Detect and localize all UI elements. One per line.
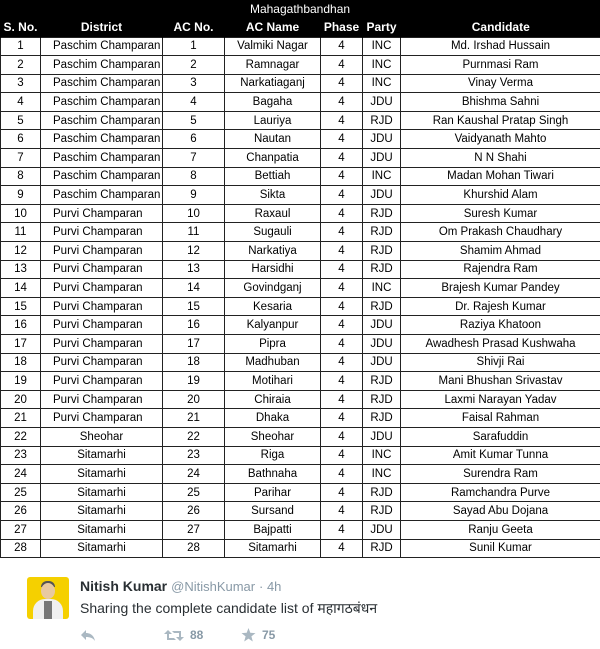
star-icon xyxy=(241,628,256,642)
cell-ac-name: Parihar xyxy=(225,483,321,502)
cell-phase: 4 xyxy=(321,390,363,409)
header-phase: Phase xyxy=(321,18,363,37)
cell-ac-no: 9 xyxy=(163,186,225,205)
cell-ac-name: Madhuban xyxy=(225,353,321,372)
cell-s-no: 17 xyxy=(1,335,41,354)
cell-ac-no: 27 xyxy=(163,520,225,539)
cell-candidate: Md. Irshad Hussain xyxy=(401,37,600,56)
cell-candidate: Sayad Abu Dojana xyxy=(401,502,600,521)
cell-s-no: 12 xyxy=(1,242,41,261)
cell-s-no: 4 xyxy=(1,93,41,112)
cell-candidate: Purnmasi Ram xyxy=(401,56,600,75)
cell-ac-name: Kesaria xyxy=(225,297,321,316)
cell-ac-no: 17 xyxy=(163,335,225,354)
cell-ac-name: Valmiki Nagar xyxy=(225,37,321,56)
cell-s-no: 2 xyxy=(1,56,41,75)
cell-phase: 4 xyxy=(321,242,363,261)
cell-s-no: 21 xyxy=(1,409,41,428)
cell-candidate: Bhishma Sahni xyxy=(401,93,600,112)
cell-candidate: Brajesh Kumar Pandey xyxy=(401,279,600,298)
cell-candidate: Shamim Ahmad xyxy=(401,242,600,261)
table-row xyxy=(1,372,600,391)
cell-party: INC xyxy=(363,465,401,484)
table-row xyxy=(1,297,600,316)
cell-phase: 4 xyxy=(321,335,363,354)
cell-candidate: Faisal Rahman xyxy=(401,409,600,428)
cell-ac-name: Raxaul xyxy=(225,204,321,223)
cell-ac-no: 25 xyxy=(163,483,225,502)
cell-ac-name: Harsidhi xyxy=(225,260,321,279)
cell-s-no: 22 xyxy=(1,427,41,446)
cell-candidate: Ranju Geeta xyxy=(401,520,600,539)
cell-ac-name: Narkatiaganj xyxy=(225,74,321,93)
cell-s-no: 28 xyxy=(1,539,41,558)
cell-phase: 4 xyxy=(321,279,363,298)
cell-district: Sitamarhi xyxy=(41,520,163,539)
cell-candidate: Awadhesh Prasad Kushwaha xyxy=(401,335,600,354)
table-row xyxy=(1,279,600,298)
tweet-header xyxy=(80,578,281,594)
cell-party: JDU xyxy=(363,335,401,354)
reply-button[interactable] xyxy=(80,627,96,643)
cell-phase: 4 xyxy=(321,223,363,242)
cell-candidate: Mani Bhushan Srivastav xyxy=(401,372,600,391)
cell-ac-no: 20 xyxy=(163,390,225,409)
cell-s-no: 25 xyxy=(1,483,41,502)
cell-s-no: 18 xyxy=(1,353,41,372)
cell-party: RJD xyxy=(363,204,401,223)
tweet[interactable] xyxy=(0,560,600,649)
cell-party: JDU xyxy=(363,93,401,112)
cell-ac-no: 14 xyxy=(163,279,225,298)
header-s-no: S. No. xyxy=(1,18,41,37)
table-row xyxy=(1,186,600,205)
table-header-row xyxy=(1,18,600,37)
cell-district: Paschim Champaran xyxy=(41,186,163,205)
cell-district: Purvi Champaran xyxy=(41,204,163,223)
table-row xyxy=(1,204,600,223)
cell-district: Purvi Champaran xyxy=(41,335,163,354)
cell-party: RJD xyxy=(363,539,401,558)
table-row xyxy=(1,56,600,75)
cell-s-no: 7 xyxy=(1,149,41,168)
cell-s-no: 13 xyxy=(1,260,41,279)
cell-ac-no: 24 xyxy=(163,465,225,484)
cell-district: Purvi Champaran xyxy=(41,316,163,335)
cell-district: Purvi Champaran xyxy=(41,223,163,242)
cell-s-no: 11 xyxy=(1,223,41,242)
table-row xyxy=(1,353,600,372)
cell-candidate: Raziya Khatoon xyxy=(401,316,600,335)
cell-candidate: Ran Kaushal Pratap Singh xyxy=(401,111,600,130)
cell-candidate: Sarafuddin xyxy=(401,427,600,446)
retweet-count: 88 xyxy=(190,628,204,642)
cell-party: JDU xyxy=(363,353,401,372)
cell-candidate: Om Prakash Chaudhary xyxy=(401,223,600,242)
tweet-text: Sharing the complete candidate list of महागठबंधन xyxy=(80,600,378,616)
cell-ac-name: Pipra xyxy=(225,335,321,354)
table-row xyxy=(1,446,600,465)
cell-party: JDU xyxy=(363,520,401,539)
cell-phase: 4 xyxy=(321,427,363,446)
cell-candidate: Rajendra Ram xyxy=(401,260,600,279)
cell-ac-name: Nautan xyxy=(225,130,321,149)
tweet-timestamp[interactable]: · 4h xyxy=(259,579,282,594)
cell-district: Purvi Champaran xyxy=(41,242,163,261)
cell-party: RJD xyxy=(363,260,401,279)
cell-phase: 4 xyxy=(321,520,363,539)
cell-ac-no: 8 xyxy=(163,167,225,186)
cell-candidate: Shivji Rai xyxy=(401,353,600,372)
cell-party: RJD xyxy=(363,409,401,428)
table-row xyxy=(1,130,600,149)
cell-phase: 4 xyxy=(321,465,363,484)
cell-ac-no: 19 xyxy=(163,372,225,391)
table-row xyxy=(1,502,600,521)
cell-ac-name: Motihari xyxy=(225,372,321,391)
cell-party: JDU xyxy=(363,186,401,205)
cell-ac-no: 11 xyxy=(163,223,225,242)
cell-ac-name: Sursand xyxy=(225,502,321,521)
cell-ac-no: 3 xyxy=(163,74,225,93)
table-row xyxy=(1,167,600,186)
cell-district: Paschim Champaran xyxy=(41,93,163,112)
cell-ac-name: Sikta xyxy=(225,186,321,205)
table-row xyxy=(1,149,600,168)
cell-district: Paschim Champaran xyxy=(41,37,163,56)
table-row xyxy=(1,37,600,56)
cell-ac-name: Riga xyxy=(225,446,321,465)
cell-s-no: 6 xyxy=(1,130,41,149)
cell-candidate: Sunil Kumar xyxy=(401,539,600,558)
cell-ac-name: Chanpatia xyxy=(225,149,321,168)
cell-s-no: 5 xyxy=(1,111,41,130)
cell-party: INC xyxy=(363,56,401,75)
cell-candidate: Suresh Kumar xyxy=(401,204,600,223)
cell-district: Purvi Champaran xyxy=(41,297,163,316)
cell-party: JDU xyxy=(363,316,401,335)
avatar[interactable] xyxy=(27,577,69,619)
header-party: Party xyxy=(363,18,401,37)
cell-district: Paschim Champaran xyxy=(41,56,163,75)
cell-phase: 4 xyxy=(321,93,363,112)
cell-candidate: Dr. Rajesh Kumar xyxy=(401,297,600,316)
cell-ac-no: 16 xyxy=(163,316,225,335)
cell-s-no: 24 xyxy=(1,465,41,484)
cell-district: Sitamarhi xyxy=(41,502,163,521)
cell-phase: 4 xyxy=(321,409,363,428)
cell-s-no: 8 xyxy=(1,167,41,186)
cell-party: INC xyxy=(363,37,401,56)
cell-ac-name: Bettiah xyxy=(225,167,321,186)
cell-ac-no: 21 xyxy=(163,409,225,428)
cell-ac-name: Sitamarhi xyxy=(225,539,321,558)
cell-phase: 4 xyxy=(321,111,363,130)
user-handle[interactable]: @NitishKumar xyxy=(171,579,256,594)
table-row xyxy=(1,483,600,502)
cell-phase: 4 xyxy=(321,316,363,335)
cell-candidate: Laxmi Narayan Yadav xyxy=(401,390,600,409)
favorite-button[interactable] xyxy=(241,627,275,643)
header-district: District xyxy=(41,18,163,37)
cell-ac-no: 2 xyxy=(163,56,225,75)
cell-phase: 4 xyxy=(321,167,363,186)
cell-party: INC xyxy=(363,446,401,465)
cell-ac-name: Govindganj xyxy=(225,279,321,298)
table-body xyxy=(1,37,600,558)
table-row xyxy=(1,93,600,112)
header-ac-no: AC No. xyxy=(163,18,225,37)
table-row xyxy=(1,520,600,539)
cell-district: Purvi Champaran xyxy=(41,279,163,298)
cell-phase: 4 xyxy=(321,149,363,168)
cell-phase: 4 xyxy=(321,130,363,149)
table-row xyxy=(1,242,600,261)
cell-ac-no: 22 xyxy=(163,427,225,446)
cell-candidate: Vaidyanath Mahto xyxy=(401,130,600,149)
cell-district: Purvi Champaran xyxy=(41,390,163,409)
cell-party: RJD xyxy=(363,111,401,130)
cell-s-no: 14 xyxy=(1,279,41,298)
cell-phase: 4 xyxy=(321,446,363,465)
cell-ac-no: 13 xyxy=(163,260,225,279)
cell-district: Sitamarhi xyxy=(41,446,163,465)
cell-ac-name: Narkatiya xyxy=(225,242,321,261)
table-row xyxy=(1,427,600,446)
cell-party: JDU xyxy=(363,149,401,168)
cell-candidate: Vinay Verma xyxy=(401,74,600,93)
cell-s-no: 3 xyxy=(1,74,41,93)
cell-ac-no: 12 xyxy=(163,242,225,261)
cell-ac-name: Lauriya xyxy=(225,111,321,130)
cell-district: Paschim Champaran xyxy=(41,74,163,93)
cell-s-no: 10 xyxy=(1,204,41,223)
cell-ac-name: Bajpatti xyxy=(225,520,321,539)
reply-icon xyxy=(80,629,96,642)
cell-s-no: 16 xyxy=(1,316,41,335)
cell-phase: 4 xyxy=(321,353,363,372)
cell-s-no: 9 xyxy=(1,186,41,205)
cell-district: Purvi Champaran xyxy=(41,409,163,428)
cell-district: Sitamarhi xyxy=(41,539,163,558)
cell-district: Sheohar xyxy=(41,427,163,446)
cell-ac-no: 18 xyxy=(163,353,225,372)
cell-phase: 4 xyxy=(321,186,363,205)
cell-candidate: Madan Mohan Tiwari xyxy=(401,167,600,186)
cell-ac-no: 26 xyxy=(163,502,225,521)
header-candidate: Candidate xyxy=(401,18,600,37)
table-title: Mahagathbandhan xyxy=(0,0,600,18)
cell-ac-no: 28 xyxy=(163,539,225,558)
cell-ac-name: Bathnaha xyxy=(225,465,321,484)
table-row xyxy=(1,74,600,93)
cell-district: Paschim Champaran xyxy=(41,149,163,168)
cell-s-no: 26 xyxy=(1,502,41,521)
cell-ac-name: Kalyanpur xyxy=(225,316,321,335)
cell-party: INC xyxy=(363,74,401,93)
cell-ac-no: 10 xyxy=(163,204,225,223)
cell-district: Paschim Champaran xyxy=(41,130,163,149)
cell-ac-name: Dhaka xyxy=(225,409,321,428)
table-row xyxy=(1,539,600,558)
cell-district: Purvi Champaran xyxy=(41,372,163,391)
cell-s-no: 27 xyxy=(1,520,41,539)
cell-s-no: 15 xyxy=(1,297,41,316)
cell-s-no: 23 xyxy=(1,446,41,465)
cell-ac-name: Bagaha xyxy=(225,93,321,112)
cell-ac-no: 15 xyxy=(163,297,225,316)
cell-phase: 4 xyxy=(321,297,363,316)
tweet-actions xyxy=(80,627,380,643)
cell-party: RJD xyxy=(363,502,401,521)
cell-phase: 4 xyxy=(321,483,363,502)
cell-candidate: Ramchandra Purve xyxy=(401,483,600,502)
cell-district: Sitamarhi xyxy=(41,483,163,502)
cell-phase: 4 xyxy=(321,74,363,93)
cell-s-no: 1 xyxy=(1,37,41,56)
table-row xyxy=(1,316,600,335)
cell-phase: 4 xyxy=(321,502,363,521)
cell-party: JDU xyxy=(363,427,401,446)
cell-ac-name: Chiraia xyxy=(225,390,321,409)
cell-party: RJD xyxy=(363,297,401,316)
cell-candidate: Khurshid Alam xyxy=(401,186,600,205)
retweet-button[interactable] xyxy=(164,627,203,643)
cell-district: Purvi Champaran xyxy=(41,353,163,372)
table-row xyxy=(1,390,600,409)
cell-ac-no: 4 xyxy=(163,93,225,112)
table-row xyxy=(1,111,600,130)
cell-phase: 4 xyxy=(321,260,363,279)
cell-s-no: 20 xyxy=(1,390,41,409)
candidate-table xyxy=(0,18,600,558)
favorite-count: 75 xyxy=(262,628,276,642)
cell-candidate: N N Shahi xyxy=(401,149,600,168)
cell-party: RJD xyxy=(363,223,401,242)
cell-district: Sitamarhi xyxy=(41,465,163,484)
table-row xyxy=(1,409,600,428)
cell-ac-no: 1 xyxy=(163,37,225,56)
cell-party: JDU xyxy=(363,130,401,149)
cell-ac-no: 5 xyxy=(163,111,225,130)
cell-candidate: Surendra Ram xyxy=(401,465,600,484)
table-row xyxy=(1,223,600,242)
cell-phase: 4 xyxy=(321,37,363,56)
cell-ac-name: Ramnagar xyxy=(225,56,321,75)
cell-ac-no: 23 xyxy=(163,446,225,465)
cell-ac-no: 7 xyxy=(163,149,225,168)
cell-candidate: Amit Kumar Tunna xyxy=(401,446,600,465)
cell-phase: 4 xyxy=(321,56,363,75)
cell-phase: 4 xyxy=(321,204,363,223)
cell-party: RJD xyxy=(363,483,401,502)
cell-district: Paschim Champaran xyxy=(41,111,163,130)
cell-party: RJD xyxy=(363,372,401,391)
cell-ac-no: 6 xyxy=(163,130,225,149)
cell-ac-name: Sheohar xyxy=(225,427,321,446)
retweet-icon xyxy=(164,629,184,642)
cell-s-no: 19 xyxy=(1,372,41,391)
cell-party: RJD xyxy=(363,390,401,409)
cell-party: INC xyxy=(363,167,401,186)
cell-district: Purvi Champaran xyxy=(41,260,163,279)
header-ac-name: AC Name xyxy=(225,18,321,37)
cell-district: Paschim Champaran xyxy=(41,167,163,186)
cell-party: INC xyxy=(363,279,401,298)
cell-ac-name: Sugauli xyxy=(225,223,321,242)
user-name[interactable]: Nitish Kumar xyxy=(80,578,168,594)
cell-party: RJD xyxy=(363,242,401,261)
table-row xyxy=(1,335,600,354)
cell-phase: 4 xyxy=(321,372,363,391)
cell-phase: 4 xyxy=(321,539,363,558)
table-row xyxy=(1,260,600,279)
table-row xyxy=(1,465,600,484)
